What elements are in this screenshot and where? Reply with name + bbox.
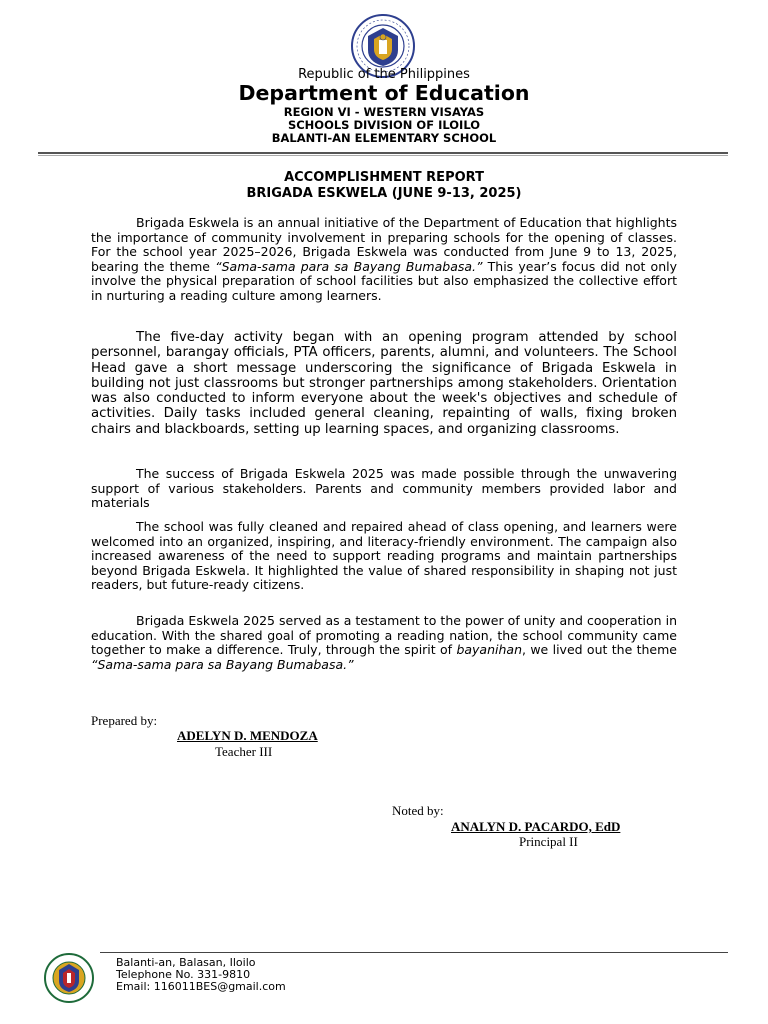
theme-quote: “Sama-sama para sa Bayang Bumabasa.” — [215, 258, 483, 274]
prepared-by-position: Teacher III — [215, 744, 273, 759]
paragraph-intro-text-b: This year’s focus did not only involve the physical preparation of school facilities but also emphasized the collective effort in nurturing a reading culture among learners. — [91, 258, 677, 303]
header-divider — [38, 152, 728, 154]
header-divider-shadow — [38, 155, 728, 156]
division-heading: SCHOOLS DIVISION OF ILOILO — [287, 118, 481, 132]
region-heading: REGION VI - WESTERN VISAYAS — [283, 105, 485, 119]
noted-by-position: Principal II — [519, 834, 578, 849]
footer-address: Balanti-an, Balasan, Iloilo — [116, 956, 256, 969]
theme-quote-closing: “Sama-sama para sa Bayang Bumabasa.” — [91, 656, 354, 672]
noted-by-name: ANALYN D. PACARDO, EdD — [451, 819, 621, 834]
paragraph-conclusion-text-a: Brigada Eskwela 2025 served as a testament to the power of unity and cooperation in education. With the shared goal of promoting a reading nation, the school community came together to make a difference. Truly, through the spirit of — [91, 613, 677, 657]
paragraph-intro — [91, 216, 677, 303]
prepared-by-name: ADELYN D. MENDOZA — [177, 728, 318, 743]
paragraph-activities: The five-day activity began with an opening program attended by school personnel, barangay officials, PTA officers, parents, alumni, and volunteers. The School Head gave a short message underscoring the significance of Brigada Eskwela in building not just classrooms but stronger partnerships among stakeholders. Orientation was also conducted to inform everyone about the week's objectives and schedule of activities. Daily tasks included general cleaning, repainting of walls, fixing broken chairs and blackboards, setting up learning spaces, and organizing classrooms. — [91, 330, 677, 437]
bayanihan-term: bayanihan — [456, 642, 522, 657]
paragraph-conclusion-text-b: , we lived out the theme — [522, 642, 677, 657]
footer-email: Email: 116011BES@gmail.com — [116, 980, 286, 993]
prepared-by-label: Prepared by: — [91, 713, 158, 728]
report-title: ACCOMPLISHMENT REPORT — [284, 170, 484, 185]
paragraph-outcomes: The school was fully cleaned and repaired ahead of class opening, and learners were welcomed into an organized, inspiring, and literacy-friendly environment. The campaign also increased awareness of the need to support reading programs and maintain partnerships beyond Brigada Eskwela. It highlighted the value of shared responsibility in shaping not just readers, but future-ready citizens. — [91, 519, 677, 592]
footer-telephone: Telephone No. 331-9810 — [116, 968, 251, 981]
paragraph-intro-text-a: Brigada Eskwela is an annual initiative of the Department of Education that highlights the importance of community involvement in preparing schools for the opening of classes. For the school year 2025–2026, Brigada Eskwela was conducted from June 9 to 13, 2025, bearing the theme — [91, 215, 677, 274]
republic-heading: Republic of the Philippines — [298, 67, 470, 82]
paragraph-stakeholders: The success of Brigada Eskwela 2025 was made possible through the unwavering support of various stakeholders. Parents and community members provided labor and materials — [91, 466, 677, 510]
school-seal-logo — [37, 953, 101, 1003]
department-heading: Department of Education — [238, 81, 530, 105]
footer-divider — [100, 952, 728, 953]
noted-by-label: Noted by: — [392, 803, 444, 818]
paragraph-conclusion — [91, 614, 677, 672]
report-subtitle: BRIGADA ESKWELA (JUNE 9-13, 2025) — [246, 186, 522, 201]
school-heading: BALANTI-AN ELEMENTARY SCHOOL — [271, 131, 497, 145]
